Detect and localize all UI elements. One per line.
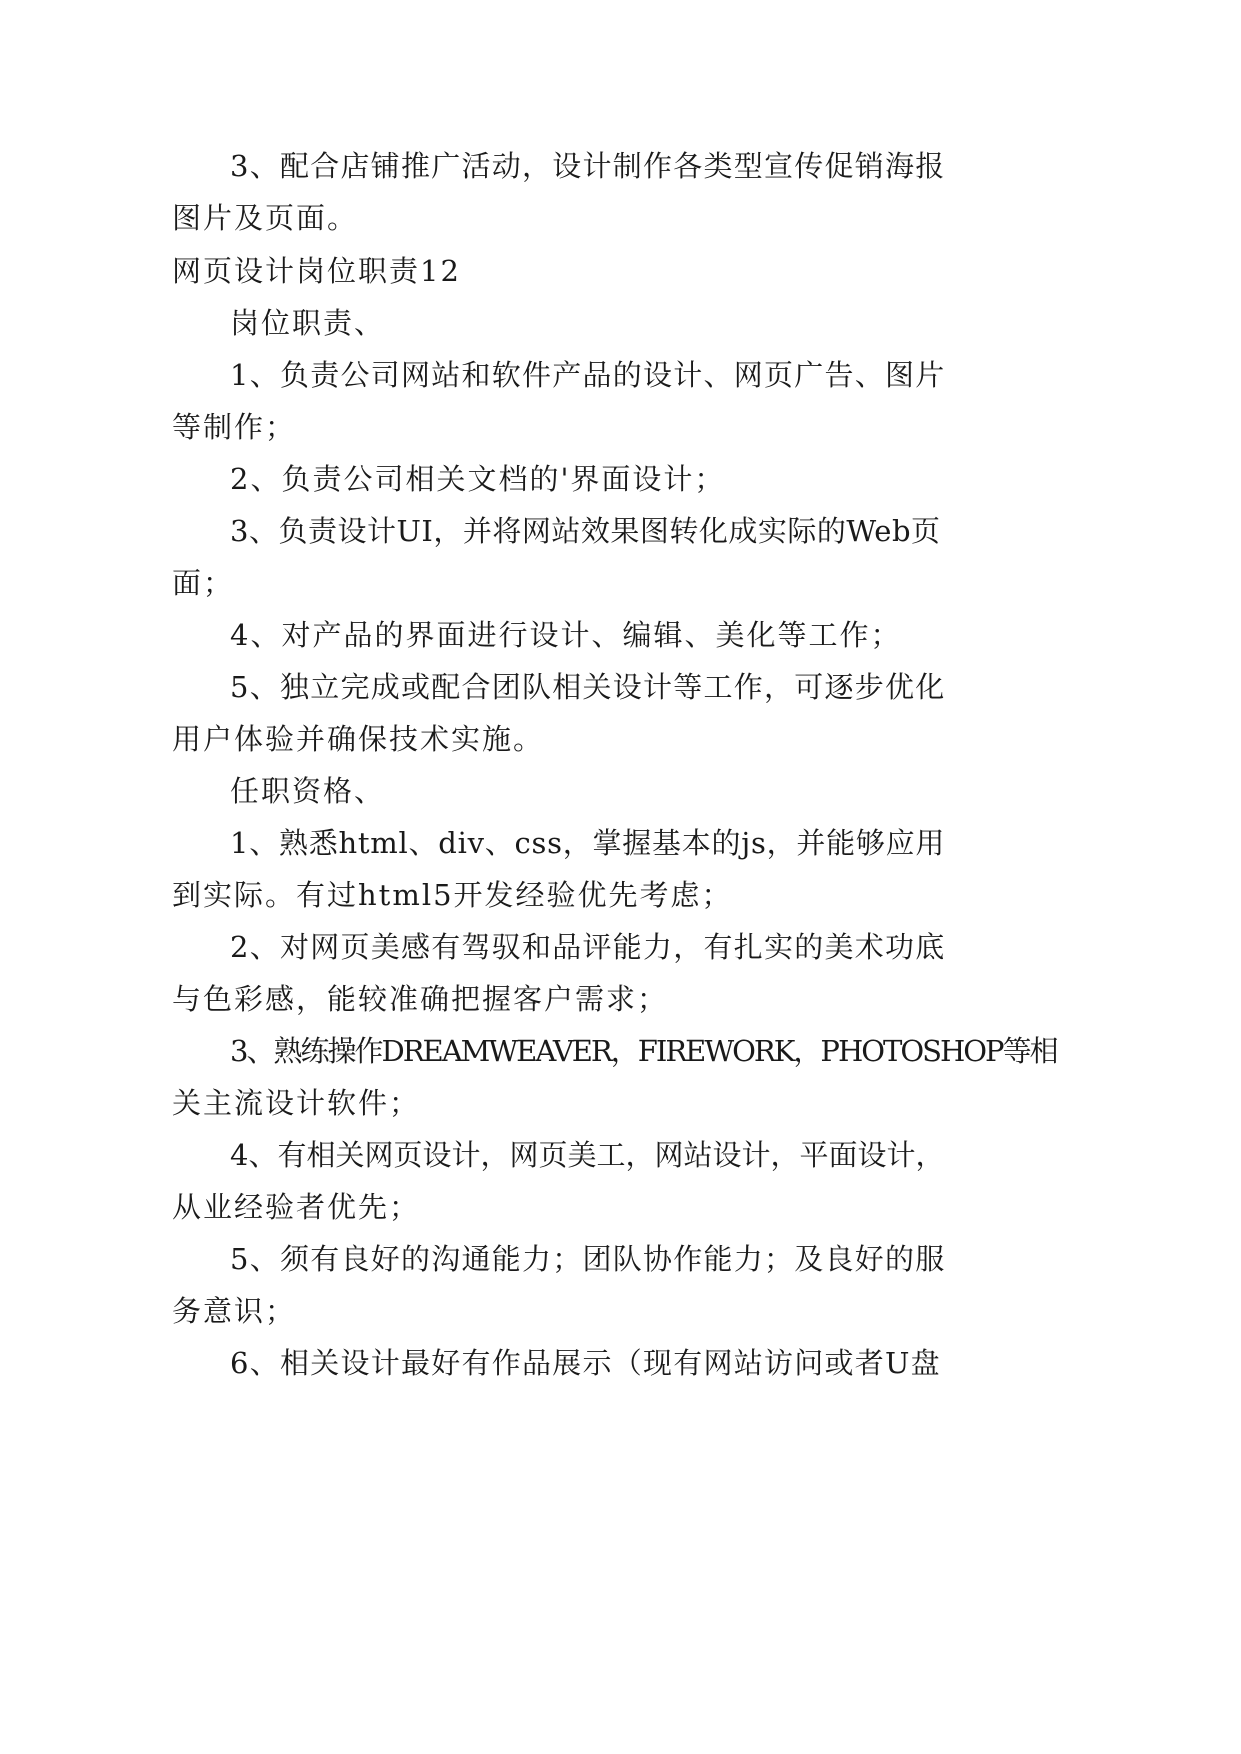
paragraph-line: 2、负责公司相关文档的'界面设计； xyxy=(230,462,726,496)
paragraph-line: 图片及页面。 xyxy=(172,201,359,235)
subheading: 任职资格、 xyxy=(230,774,386,808)
paragraph-line: 与色彩感，能较准确把握客户需求； xyxy=(172,982,669,1016)
paragraph-line: 1、熟悉html、div、css，掌握基本的js，并能够应用 xyxy=(230,826,946,860)
section-heading: 网页设计岗位职责12 xyxy=(172,254,461,288)
paragraph-line: 面； xyxy=(172,566,235,600)
paragraph-line: 关主流设计软件； xyxy=(172,1086,421,1120)
paragraph-line: 4、有相关网页设计，网页美工，网站设计，平面设计， xyxy=(230,1138,945,1172)
paragraph-line: 1、负责公司网站和软件产品的设计、网页广告、图片 xyxy=(230,358,946,392)
paragraph-line: 5、独立完成或配合团队相关设计等工作，可逐步优化 xyxy=(230,670,946,704)
paragraph-line: 从业经验者优先； xyxy=(172,1190,421,1224)
paragraph-line: 5、须有良好的沟通能力；团队协作能力；及良好的服 xyxy=(230,1242,946,1276)
paragraph-line: 用户体验并确保技术实施。 xyxy=(172,722,545,756)
paragraph-line: 2、对网页美感有驾驭和品评能力，有扎实的美术功底 xyxy=(230,930,946,964)
paragraph-line: 3、负责设计UI，并将网站效果图转化成实际的Web页 xyxy=(230,514,941,548)
paragraph-line: 到实际。有过html5开发经验优先考虑； xyxy=(172,878,733,912)
paragraph-line: 务意识； xyxy=(172,1294,297,1328)
paragraph-line: 4、对产品的界面进行设计、编辑、美化等工作； xyxy=(230,618,902,652)
paragraph-line: 3、配合店铺推广活动，设计制作各类型宣传促销海报 xyxy=(230,149,946,183)
paragraph-line: 等制作； xyxy=(172,410,297,444)
paragraph-line: 6、相关设计最好有作品展示（现有网站访问或者U盘 xyxy=(230,1346,941,1380)
subheading: 岗位职责、 xyxy=(230,306,386,340)
paragraph-line: 3、熟练操作DREAMWEAVER，FIREWORK，PHOTOSHOP等相 xyxy=(230,1034,1057,1068)
